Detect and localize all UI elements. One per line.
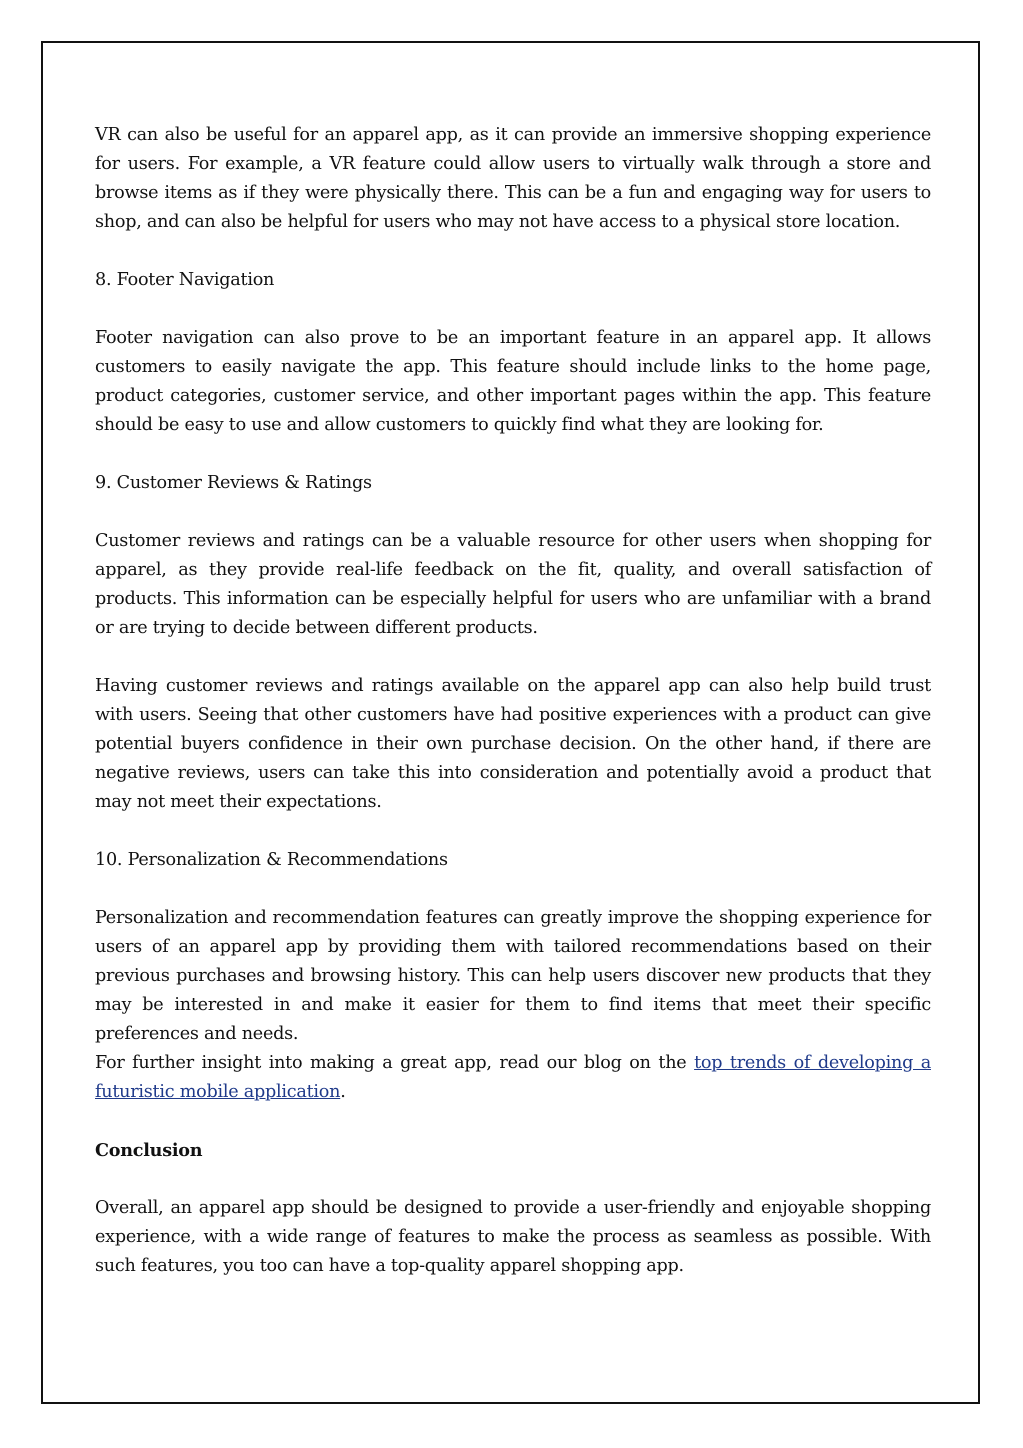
page-frame [41,41,980,1404]
further-insight-text: For further insight into making a great app, read our blog on the [95,1053,695,1073]
conclusion-heading: Conclusion [95,1140,203,1161]
customer-reviews-paragraph-2: Having customer reviews and ratings available on the apparel app can also help build trust with users. Seeing that other customers have had positive experiences with a product can give potential buyers confidence in their own purchase decision. On the other hand, if there are negative reviews, users can take this into consideration and potentially avoid a product that may not meet their expectations. [95,676,931,812]
footer-navigation-heading: 8. Footer Navigation [95,270,275,290]
conclusion-paragraph: Overall, an apparel app should be designed to provide a user-friendly and enjoyable shopping experience, with a wide range of features to make the process as seamless as possible. With such features, you too can have a top-quality apparel shopping app. [95,1198,931,1276]
footer-navigation-paragraph: Footer navigation can also prove to be an important feature in an apparel app. It allows customers to easily navigate the app. This feature should include links to the home page, product categories, customer service, and other important pages within the app. This feature should be easy to use and allow customers to quickly find what they are looking for. [95,328,931,435]
personalization-paragraph: Personalization and recommendation features can greatly improve the shopping experience for users of an apparel app by providing them with tailored recommendations based on their previous purchases and browsing history. This can help users discover new products that they may be interested in and make it easier for them to find items that meet their specific preferences and needs. [95,908,931,1044]
blog-link[interactable]: top trends of developing a futuristic mobile application [95,1053,931,1102]
customer-reviews-paragraph-1: Customer reviews and ratings can be a valuable resource for other users when shopping for apparel, as they provide real-life feedback on the fit, quality, and overall satisfaction of products. This information can be especially helpful for users who are unfamiliar with a brand or are trying to decide between different products. [95,531,931,638]
further-insight-period: . [340,1082,346,1102]
further-insight-paragraph [95,1049,931,1107]
document-body [95,121,931,1310]
personalization-heading: 10. Personalization & Recommendations [95,850,448,870]
vr-paragraph: VR can also be useful for an apparel app, as it can provide an immersive shopping experience for users. For example, a VR feature could allow users to virtually walk through a store and browse items as if they were physically there. This can be a fun and engaging way for users to shop, and can also be helpful for users who may not have access to a physical store location. [95,125,931,232]
customer-reviews-heading: 9. Customer Reviews & Ratings [95,473,372,493]
